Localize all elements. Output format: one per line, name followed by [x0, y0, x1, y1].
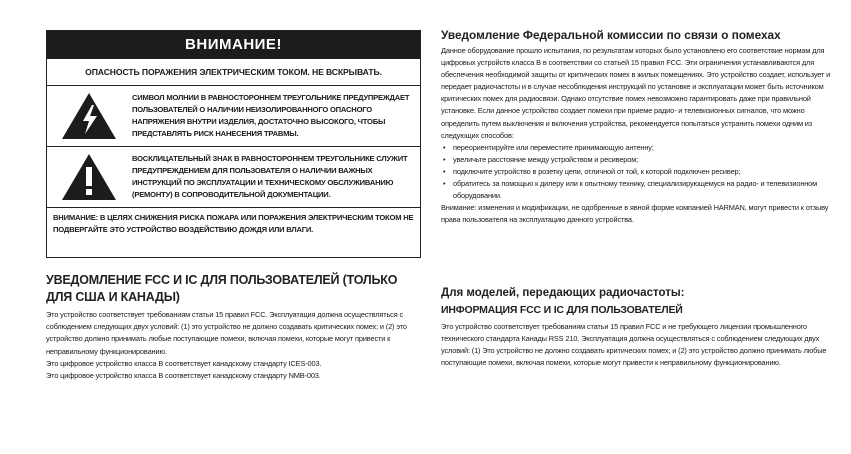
radio-fcc-info-heading: ИНФОРМАЦИЯ FCC И IC ДЛЯ ПОЛЬЗОВАТЕЛЕЙ [441, 304, 683, 316]
lightning-warning-icon [59, 91, 119, 141]
list-item: • подключите устройство в розетку цепи, отличной от той, к которой подключен ресивер; [441, 166, 831, 178]
list-item: • переориентируйте или переместите принимающую антенну; [441, 142, 831, 154]
federal-note: Внимание: изменения и модификации, не одобренные в явной форме компанией HARMAN, могут привести к отзыву права пользователя на эксплуатацию данного устройства. [441, 203, 829, 225]
federal-intro: Данное оборудование прошло испытания, по результатам которых было установлено его соответствие нормам для цифровых устройств класса B в соответствии со статьей 15 правил FCC. Эти ограничения устанавливаются для обеспечения необходимой защиты от критических помех в жилых помещениях. Это устройство создает, использует и передает радиочастоты и в случае несоблюдения инструкций по установке и эксплуатации может быть источником критических помех для радиосвязи. Однако отсутствие помех невозможно гарантировать даже при правильной установке. Если данное устройство создает помехи при приеме радио- и телевизионных сигналов, что можно определить путем выключения и включения устройства, рекомендуется попытаться устранить помехи одним из следующих способов: [441, 46, 831, 140]
federal-heading: Уведомление Федеральной комиссии по связи о помехах [441, 28, 781, 42]
exclamation-symbol-text: ВОСКЛИЦАТЕЛЬНЫЙ ЗНАК В РАВНОСТОРОННЕМ ТРЕУГОЛЬНИКЕ СЛУЖИТ ПРЕДУПРЕЖДЕНИЕМ ДЛЯ ПОЛЬЗОВАТЕЛЯ О НАЛИЧИИ ВАЖНЫХ ИНСТРУКЦИЙ ПО ЭКСПЛУАТАЦИИ И ТЕХНИЧЕСКОМУ ОБСЛУЖИВАНИЮ (РЕМОНТУ) В СОПРОВОДИТЕЛЬНОЙ ДОКУМЕНТАЦИИ. [132, 154, 408, 199]
safety-warning-box [46, 30, 421, 258]
fcc-users-heading: УВЕДОМЛЕНИЕ FCC И IC ДЛЯ ПОЛЬЗОВАТЕЛЕЙ (ТОЛЬКО ДЛЯ США И КАНАДЫ) [46, 273, 398, 304]
radio-fcc-info-body [441, 321, 831, 369]
list-item: • увеличьте расстояние между устройством и ресивером; [441, 154, 831, 166]
radio-models-heading: Для моделей, передающих радиочастоты: [441, 287, 685, 299]
ices-003-line: Это цифровое устройство класса B соответствует канадскому стандарту ICES-003. [46, 358, 322, 368]
fcc-users-body [46, 309, 421, 382]
warning-title: ВНИМАНИЕ! [47, 31, 420, 59]
radio-paragraph: Это устройство соответствует требованиям статьи 15 правил FCC и не требующего лицензии промышленного технического стандарта Канады RSS 210. Эксплуатация должна осуществляться с соблюдением следующих двух условий: (1) Это устройство не должно создавать критических помех; и (2) это устройство должно принимать любые поступающие помехи, включая помехи, которые могут привести к неправильному функционированию. [441, 322, 827, 368]
lightning-symbol-text: СИМВОЛ МОЛНИИ В РАВНОСТОРОННЕМ ТРЕУГОЛЬНИКЕ ПРЕДУПРЕЖДАЕТ ПОЛЬЗОВАТЕЛЕЙ О НАЛИЧИИ НЕИЗОЛИРОВАННОГО ОПАСНОГО НАПРЯЖЕНИЯ ВНУТРИ ИЗДЕЛИЯ, ДОСТАТОЧНО ВЫСОКОГО, ЧТОБЫ ПРЕДСТАВЛЯТЬ РИСК НАНЕСЕНИЯ ТРАВМЫ. [132, 93, 410, 138]
warning-footer: ВНИМАНИЕ: В ЦЕЛЯХ СНИЖЕНИЯ РИСКА ПОЖАРА ИЛИ ПОРАЖЕНИЯ ЭЛЕКТРИЧЕСКИМ ТОКОМ НЕ ПОДВЕРГАЙТЕ ЭТО УСТРОЙСТВО ВОЗДЕЙСТВИЮ ДОЖДЯ ИЛИ ВЛАГИ. [53, 213, 414, 234]
nmb-003-line: Это цифровое устройство класса B соответствует канадскому стандарту NMB-003. [46, 371, 321, 381]
exclamation-warning-icon [59, 152, 119, 202]
warning-subtitle: ОПАСНОСТЬ ПОРАЖЕНИЯ ЭЛЕКТРИЧЕСКИМ ТОКОМ. НЕ ВСКРЫВАТЬ. [47, 59, 420, 86]
federal-bullet-list [441, 142, 831, 202]
fcc-users-paragraph: Это устройство соответствует требованиям статьи 15 правил FCC. Эксплуатация должна осуществляться с соблюдением следующих двух условий: (1) это устройство не должно создавать критических помех; и (2) это устройство должно принимать любые поступающие помехи, включая помехи, которые могут привести к неправильному функционированию. [46, 310, 407, 356]
lightning-symbol-row [47, 86, 420, 147]
list-item: • обратитесь за помощью к дилеру или к опытному технику, специализирующемуся на радио- и телевизионном оборудовании. [441, 178, 831, 202]
exclamation-symbol-row [47, 147, 420, 208]
federal-body [441, 45, 831, 226]
